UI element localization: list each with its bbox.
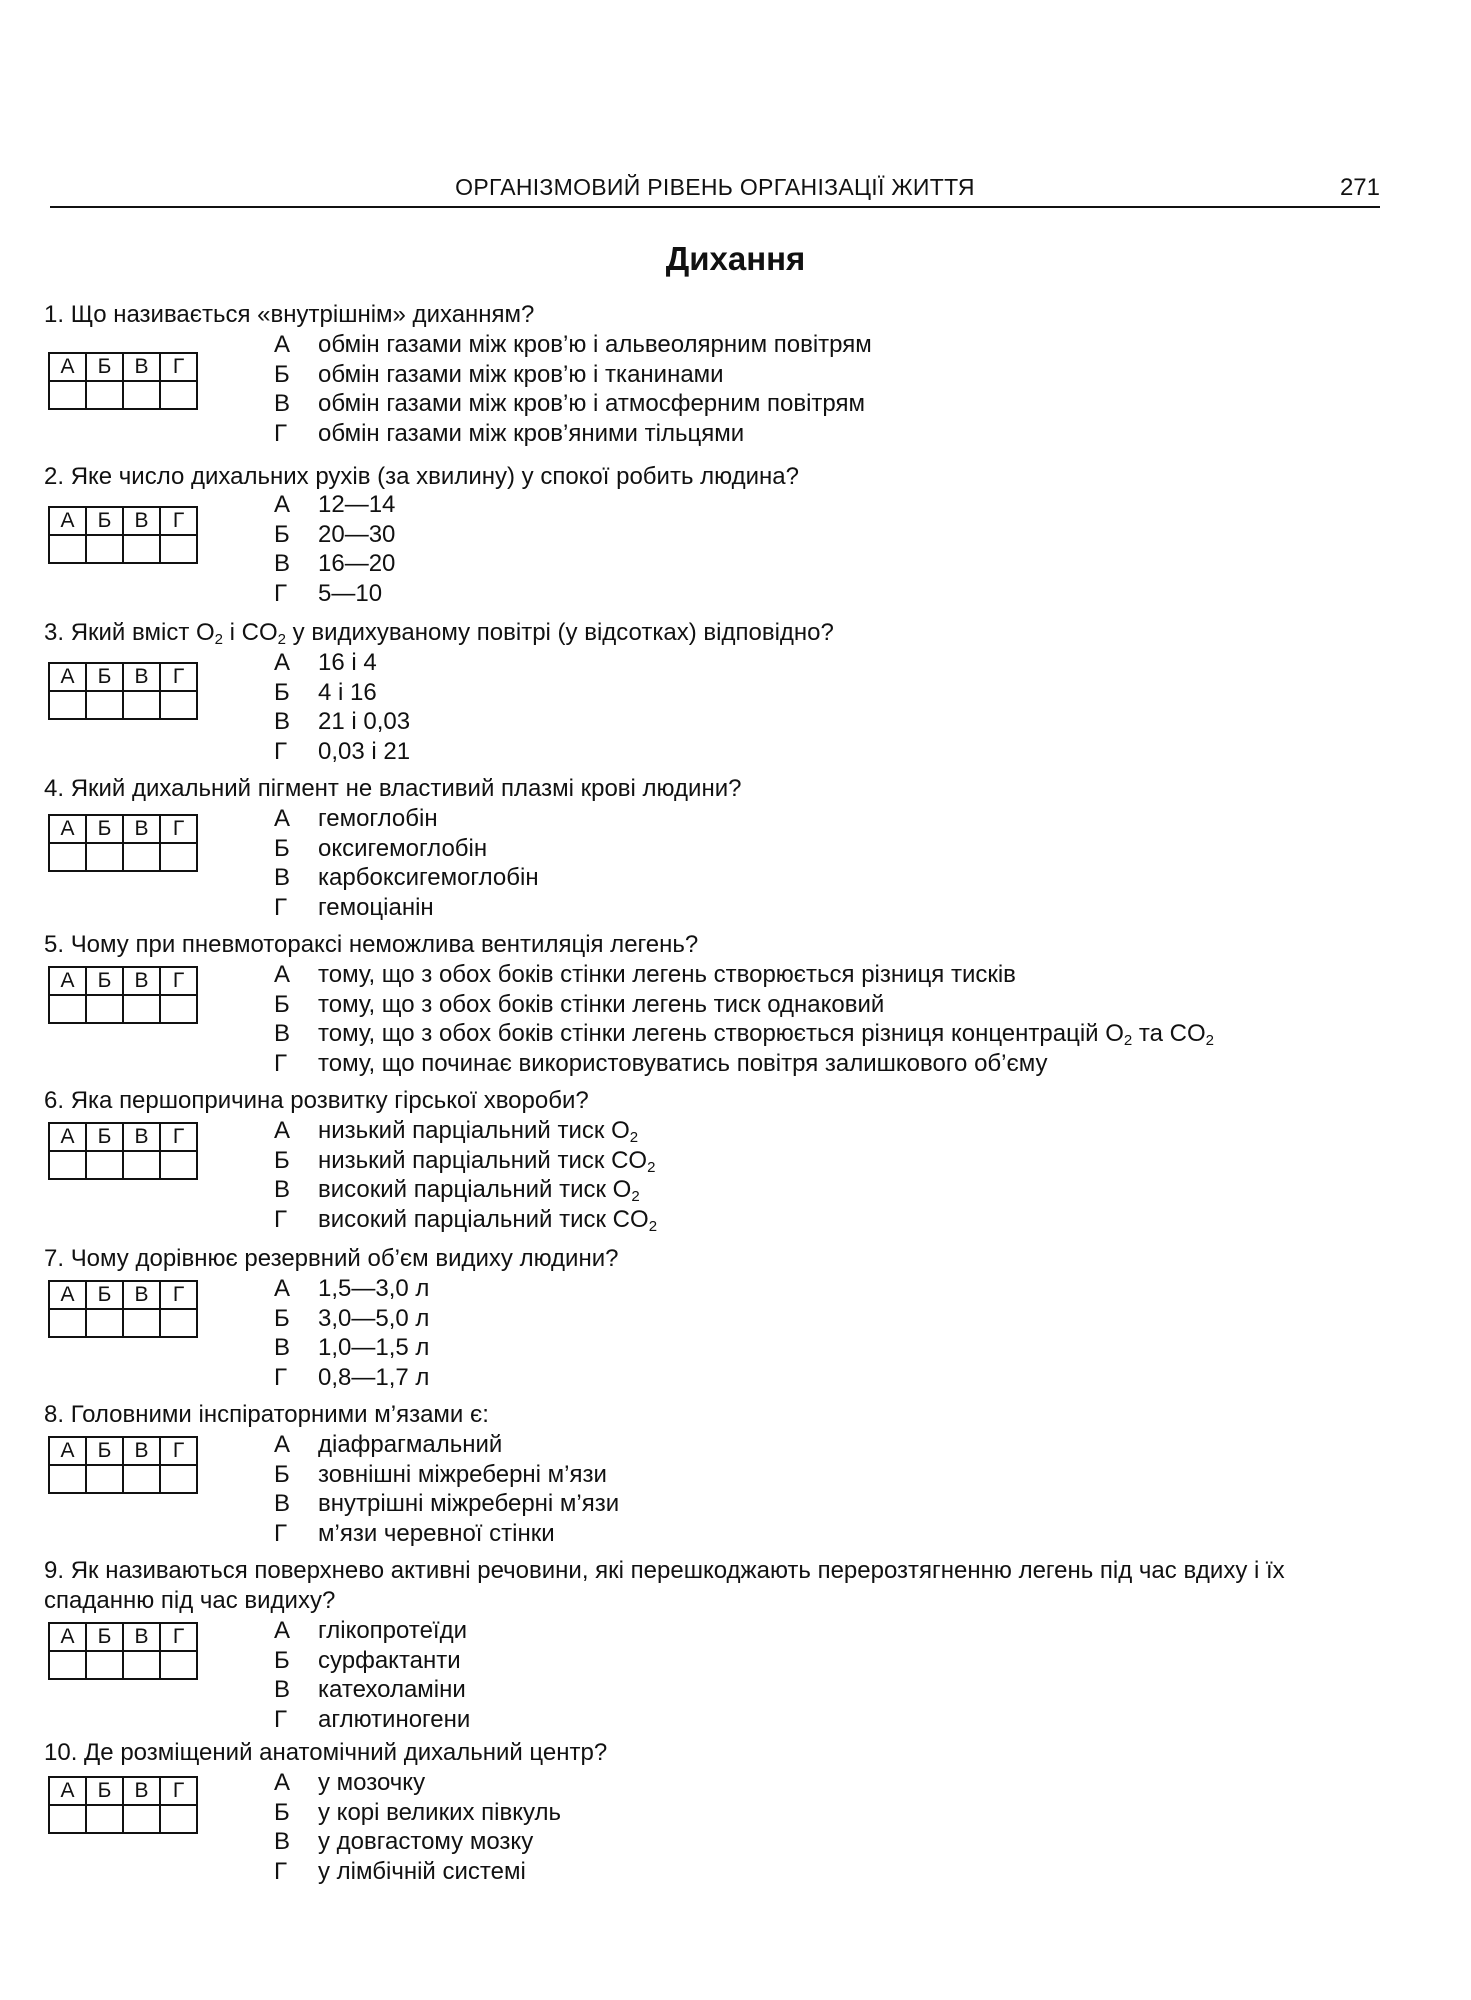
option-text: карбоксигемоглобін xyxy=(318,864,539,891)
option-text: м’язи черевної стінки xyxy=(318,1519,555,1547)
question-3 xyxy=(44,618,1434,765)
answer-box[interactable] xyxy=(49,995,86,1023)
subscript: 2 xyxy=(1205,1032,1215,1049)
answer-grid xyxy=(48,1280,198,1338)
subscript: 2 xyxy=(277,631,286,648)
answer-option xyxy=(274,648,410,678)
option-text: тому, що з обох боків стінки легень створюється різниця тисків xyxy=(318,961,1016,988)
question-number: 8. xyxy=(44,1401,65,1428)
answer-option xyxy=(274,1363,429,1393)
option-letter: Б xyxy=(274,360,290,388)
option-text: 0,8—1,7 л xyxy=(318,1363,430,1391)
section-title: Дихання xyxy=(665,240,806,277)
option-text: 1,0—1,5 л xyxy=(318,1334,430,1361)
answer-option xyxy=(274,579,395,609)
grid-letter: Б xyxy=(86,1281,123,1309)
question-text xyxy=(44,1738,1434,1768)
question-text xyxy=(44,1086,1434,1116)
answer-option xyxy=(274,960,1214,990)
answer-box[interactable] xyxy=(49,843,86,871)
question-10 xyxy=(44,1738,1434,1885)
subscript: 2 xyxy=(647,1158,656,1176)
question-number: 7. xyxy=(44,1245,65,1272)
option-letter: Б xyxy=(274,990,290,1018)
grid-letter: А xyxy=(49,1777,86,1805)
answer-option xyxy=(274,1798,561,1828)
option-letter: В xyxy=(274,1176,291,1203)
answer-box[interactable] xyxy=(49,381,86,409)
option-list xyxy=(274,1116,657,1234)
answer-option xyxy=(274,990,1214,1020)
text-part: високий парціальний тиск O xyxy=(318,1176,632,1203)
answer-box[interactable] xyxy=(123,691,160,719)
option-text: 21 і 0,03 xyxy=(318,708,411,735)
option-letter: А xyxy=(274,331,291,358)
answer-option xyxy=(274,520,395,550)
option-letter: В xyxy=(274,1490,291,1517)
option-list xyxy=(274,1274,429,1392)
answer-box[interactable] xyxy=(86,691,123,719)
answer-box[interactable] xyxy=(123,535,160,563)
answer-option xyxy=(274,1205,657,1235)
grid-letter: Б xyxy=(86,1777,123,1805)
option-text: тому, що починає використовуватись повітря залишкового об’єму xyxy=(318,1049,1048,1077)
grid-letter: Г xyxy=(160,967,197,995)
answer-box[interactable] xyxy=(49,1651,86,1679)
answer-box[interactable] xyxy=(160,995,197,1023)
question-5 xyxy=(44,930,1434,1077)
answer-box[interactable] xyxy=(160,843,197,871)
answer-box[interactable] xyxy=(49,1805,86,1833)
grid-letter: В xyxy=(123,1777,160,1805)
option-letter: В xyxy=(274,550,291,577)
question-number: 6. xyxy=(44,1087,65,1114)
option-letter: В xyxy=(274,1334,291,1361)
header-rule xyxy=(50,206,1380,208)
answer-box[interactable] xyxy=(160,1465,197,1493)
option-letter: Б xyxy=(274,1460,290,1488)
option-text: 3,0—5,0 л xyxy=(318,1304,430,1332)
option-letter: А xyxy=(274,649,291,676)
question-number: 3. xyxy=(44,619,65,646)
grid-letter: В xyxy=(123,353,160,381)
option-text: оксигемоглобін xyxy=(318,834,488,862)
grid-letter: Г xyxy=(160,1123,197,1151)
option-text: діафрагмальний xyxy=(318,1431,503,1458)
answer-box[interactable] xyxy=(123,1151,160,1179)
option-letter: А xyxy=(274,491,291,518)
option-letter: В xyxy=(274,1020,291,1047)
question-stem: Яке число дихальних рухів (за хвилину) у спокої робить людина? xyxy=(70,463,799,490)
grid-letter: Г xyxy=(160,1437,197,1465)
answer-box[interactable] xyxy=(160,535,197,563)
grid-letter: А xyxy=(49,507,86,535)
grid-letter: Г xyxy=(160,1777,197,1805)
option-letter: А xyxy=(274,961,291,988)
answer-option xyxy=(274,419,872,449)
option-letter: Г xyxy=(274,1705,287,1733)
option-text: обмін газами між кров’ю і атмосферним повітрям xyxy=(318,390,865,417)
grid-letter: В xyxy=(123,815,160,843)
option-letter: А xyxy=(274,1431,291,1458)
option-text: обмін газами між кров’яними тільцями xyxy=(318,419,745,447)
question-stem: Що називається «внутрішнім» диханням? xyxy=(70,301,535,328)
grid-letter: В xyxy=(123,1623,160,1651)
option-text: обмін газами між кров’ю і тканинами xyxy=(318,360,724,388)
text-part: у видихуваному повітрі (у відсотках) відповідно? xyxy=(286,619,834,646)
question-text xyxy=(44,618,1434,648)
option-letter: Б xyxy=(274,678,290,706)
answer-box[interactable] xyxy=(123,1465,160,1493)
grid-letter: А xyxy=(49,967,86,995)
option-letter: В xyxy=(274,708,291,735)
answer-option xyxy=(274,1175,657,1205)
grid-letter: В xyxy=(123,1437,160,1465)
option-letter: В xyxy=(274,1676,291,1703)
grid-letter: Б xyxy=(86,1437,123,1465)
option-text: зовнішні міжреберні м’язи xyxy=(318,1460,607,1488)
answer-grid xyxy=(48,814,198,872)
option-list xyxy=(274,804,539,922)
option-letter: Г xyxy=(274,1049,287,1077)
option-letter: Б xyxy=(274,520,290,548)
grid-letter: Б xyxy=(86,663,123,691)
answer-option xyxy=(274,1675,470,1705)
option-letter: В xyxy=(274,1828,291,1855)
option-letter: Г xyxy=(274,1205,287,1233)
option-letter: А xyxy=(274,1275,291,1302)
answer-box[interactable] xyxy=(49,691,86,719)
answer-grid xyxy=(48,1622,198,1680)
question-stem: Головними інспіраторними м’язами є: xyxy=(70,1401,489,1428)
answer-option xyxy=(274,360,872,390)
question-9 xyxy=(44,1556,1434,1733)
answer-option xyxy=(274,863,539,893)
question-number: 1. xyxy=(44,301,65,328)
answer-option xyxy=(274,678,410,708)
answer-box[interactable] xyxy=(49,1465,86,1493)
question-number: 5. xyxy=(44,931,65,958)
answer-box[interactable] xyxy=(49,1309,86,1337)
option-text: сурфактанти xyxy=(318,1646,461,1674)
question-text xyxy=(44,774,1434,804)
grid-letter: В xyxy=(123,967,160,995)
answer-option xyxy=(274,834,539,864)
answer-box[interactable] xyxy=(86,1805,123,1833)
answer-option xyxy=(274,1304,429,1334)
page-number: 271 xyxy=(1339,174,1380,201)
grid-letter: Г xyxy=(160,1623,197,1651)
subscript: 2 xyxy=(648,1217,658,1235)
option-text: у мозочку xyxy=(318,1769,426,1796)
option-list xyxy=(274,1768,561,1886)
question-2 xyxy=(44,462,1434,607)
grid-letter: Б xyxy=(86,507,123,535)
option-letter: Б xyxy=(274,1798,290,1826)
option-list xyxy=(274,330,872,448)
answer-box[interactable] xyxy=(123,381,160,409)
grid-letter: В xyxy=(123,1123,160,1151)
answer-option xyxy=(274,804,539,834)
answer-box[interactable] xyxy=(49,1151,86,1179)
option-text: 1,5—3,0 л xyxy=(318,1275,430,1302)
answer-option xyxy=(274,893,539,923)
grid-letter: Г xyxy=(160,1281,197,1309)
text-part: тому, що з обох боків стінки легень створюється різниця концентрацій O xyxy=(318,1020,1124,1047)
option-text: тому, що з обох боків стінки легень тиск однаковий xyxy=(318,990,885,1018)
option-letter: Г xyxy=(274,893,287,921)
option-letter: Г xyxy=(274,1857,287,1885)
option-letter: А xyxy=(274,805,291,832)
running-header xyxy=(50,170,1380,210)
option-text: внутрішні міжреберні м’язи xyxy=(318,1490,620,1517)
answer-option xyxy=(274,1116,657,1146)
option-list xyxy=(274,1430,619,1548)
question-stem: Як називаються поверхнево активні речовини, які перешкоджають перерозтягненню легень під час вдиху і їх спаданню під час видиху? xyxy=(44,1557,1285,1614)
grid-letter: В xyxy=(123,507,160,535)
option-list xyxy=(274,648,410,766)
answer-option xyxy=(274,330,872,360)
text-part: і CO xyxy=(222,619,278,646)
grid-letter: А xyxy=(49,1623,86,1651)
grid-letter: А xyxy=(49,1281,86,1309)
answer-box[interactable] xyxy=(123,843,160,871)
answer-box[interactable] xyxy=(160,1651,197,1679)
question-text xyxy=(44,1244,1434,1274)
answer-grid xyxy=(48,1776,198,1834)
answer-grid xyxy=(48,1436,198,1494)
answer-box[interactable] xyxy=(160,381,197,409)
answer-box[interactable] xyxy=(160,1151,197,1179)
option-text: аглютиногени xyxy=(318,1705,471,1733)
text-part: та CO xyxy=(1132,1020,1206,1047)
answer-option xyxy=(274,707,410,737)
question-number: 10. xyxy=(44,1739,78,1766)
question-1 xyxy=(44,300,1434,447)
answer-option xyxy=(274,1430,619,1460)
option-letter: Б xyxy=(274,834,290,862)
option-letter: Г xyxy=(274,1519,287,1547)
grid-letter: Г xyxy=(160,663,197,691)
answer-grid xyxy=(48,1122,198,1180)
question-4 xyxy=(44,774,1434,921)
option-text: 12—14 xyxy=(318,491,396,518)
answer-box[interactable] xyxy=(86,1465,123,1493)
question-text xyxy=(44,300,1434,330)
option-text: у довгастому мозку xyxy=(318,1828,534,1855)
answer-box[interactable] xyxy=(86,1651,123,1679)
answer-option xyxy=(274,1019,1214,1049)
text-part: високий парціальний тиск CO xyxy=(318,1205,649,1233)
answer-grid xyxy=(48,966,198,1024)
option-list xyxy=(274,960,1214,1078)
answer-box[interactable] xyxy=(86,1151,123,1179)
option-list xyxy=(274,490,395,608)
answer-option xyxy=(274,389,872,419)
answer-option xyxy=(274,1646,470,1676)
question-stem: Чому при пневмотораксі неможлива вентиляція легень? xyxy=(70,931,699,958)
answer-option xyxy=(274,1857,561,1887)
answer-option xyxy=(274,1049,1214,1079)
option-letter: А xyxy=(274,1617,291,1644)
grid-letter: Б xyxy=(86,967,123,995)
grid-letter: В xyxy=(123,663,160,691)
question-text xyxy=(44,1556,1374,1616)
grid-letter: Г xyxy=(160,815,197,843)
option-letter: А xyxy=(274,1117,291,1144)
option-text: 5—10 xyxy=(318,579,383,607)
option-letter: Б xyxy=(274,1146,290,1174)
option-text: у корі великих півкуль xyxy=(318,1798,561,1826)
running-title: ОРГАНІЗМОВИЙ РІВЕНЬ ОРГАНІЗАЦІЇ ЖИТТЯ xyxy=(455,174,975,200)
question-number: 4. xyxy=(44,775,65,802)
answer-box[interactable] xyxy=(160,1805,197,1833)
grid-letter: Г xyxy=(160,353,197,381)
answer-option xyxy=(274,549,395,579)
text-part: Який вміст O xyxy=(70,619,215,646)
option-letter: Г xyxy=(274,1363,287,1391)
grid-letter: Б xyxy=(86,1623,123,1651)
answer-box[interactable] xyxy=(123,1309,160,1337)
text-part: низький парціальний тиск O xyxy=(318,1117,630,1144)
question-text xyxy=(44,462,1434,492)
question-7 xyxy=(44,1244,1434,1391)
option-text: 16—20 xyxy=(318,550,396,577)
answer-option xyxy=(274,1519,619,1549)
option-list xyxy=(274,1616,470,1734)
option-text: 0,03 і 21 xyxy=(318,737,411,765)
grid-letter: А xyxy=(49,815,86,843)
question-number: 2. xyxy=(44,463,65,490)
question-8 xyxy=(44,1400,1434,1547)
text-part: низький парціальний тиск CO xyxy=(318,1146,648,1174)
answer-option xyxy=(274,490,395,520)
answer-box[interactable] xyxy=(160,691,197,719)
grid-letter: А xyxy=(49,1437,86,1465)
answer-grid xyxy=(48,506,198,564)
answer-option xyxy=(274,1705,470,1735)
option-letter: Г xyxy=(274,579,287,607)
answer-box[interactable] xyxy=(49,535,86,563)
grid-letter: А xyxy=(49,1123,86,1151)
option-text: глікопротеїди xyxy=(318,1617,467,1644)
answer-box[interactable] xyxy=(86,1309,123,1337)
question-stem: Який дихальний пігмент не властивий плазмі крові людини? xyxy=(70,775,742,802)
answer-grid xyxy=(48,662,198,720)
option-text: 20—30 xyxy=(318,520,396,548)
answer-box[interactable] xyxy=(86,535,123,563)
grid-letter: Б xyxy=(86,1123,123,1151)
answer-option xyxy=(274,1489,619,1519)
answer-option xyxy=(274,1460,619,1490)
answer-box[interactable] xyxy=(86,843,123,871)
answer-option xyxy=(274,737,410,767)
answer-box[interactable] xyxy=(86,381,123,409)
answer-box[interactable] xyxy=(160,1309,197,1337)
answer-option xyxy=(274,1768,561,1798)
answer-option xyxy=(274,1827,561,1857)
subscript: 2 xyxy=(631,1188,640,1205)
option-text: гемоглобін xyxy=(318,805,438,832)
grid-letter: Б xyxy=(86,353,123,381)
option-letter: Б xyxy=(274,1646,290,1674)
option-text: 16 і 4 xyxy=(318,649,377,676)
question-text xyxy=(44,930,1434,960)
answer-box[interactable] xyxy=(123,995,160,1023)
option-letter: В xyxy=(274,390,291,417)
option-text: у лімбічній системі xyxy=(318,1857,526,1885)
answer-box[interactable] xyxy=(123,1651,160,1679)
option-letter: Г xyxy=(274,737,287,765)
subscript: 2 xyxy=(1123,1032,1133,1049)
option-letter: В xyxy=(274,864,291,891)
answer-box[interactable] xyxy=(123,1805,160,1833)
answer-option xyxy=(274,1146,657,1176)
question-stem: Де розміщений анатомічний дихальний центр? xyxy=(84,1739,608,1766)
subscript: 2 xyxy=(629,1129,639,1146)
question-6 xyxy=(44,1086,1434,1235)
grid-letter: В xyxy=(123,1281,160,1309)
option-letter: Б xyxy=(274,1304,290,1332)
option-text: гемоціанін xyxy=(318,893,434,921)
option-text: катехоламіни xyxy=(318,1676,466,1703)
question-stem: Яка першопричина розвитку гірської хвороби? xyxy=(70,1087,589,1114)
question-text xyxy=(44,1400,1434,1430)
option-text: 4 і 16 xyxy=(318,678,377,706)
answer-option xyxy=(274,1333,429,1363)
question-number: 9. xyxy=(44,1557,65,1584)
option-letter: Г xyxy=(274,419,287,447)
subscript: 2 xyxy=(214,631,223,648)
grid-letter: А xyxy=(49,663,86,691)
answer-option xyxy=(274,1274,429,1304)
grid-letter: А xyxy=(49,353,86,381)
question-stem: Чому дорівнює резервний об’єм видиху людини? xyxy=(70,1245,619,1272)
answer-box[interactable] xyxy=(86,995,123,1023)
answer-option xyxy=(274,1616,470,1646)
answer-grid xyxy=(48,352,198,410)
grid-letter: Г xyxy=(160,507,197,535)
option-letter: А xyxy=(274,1769,291,1796)
option-text: обмін газами між кров’ю і альвеолярним повітрям xyxy=(318,331,872,358)
grid-letter: Б xyxy=(86,815,123,843)
